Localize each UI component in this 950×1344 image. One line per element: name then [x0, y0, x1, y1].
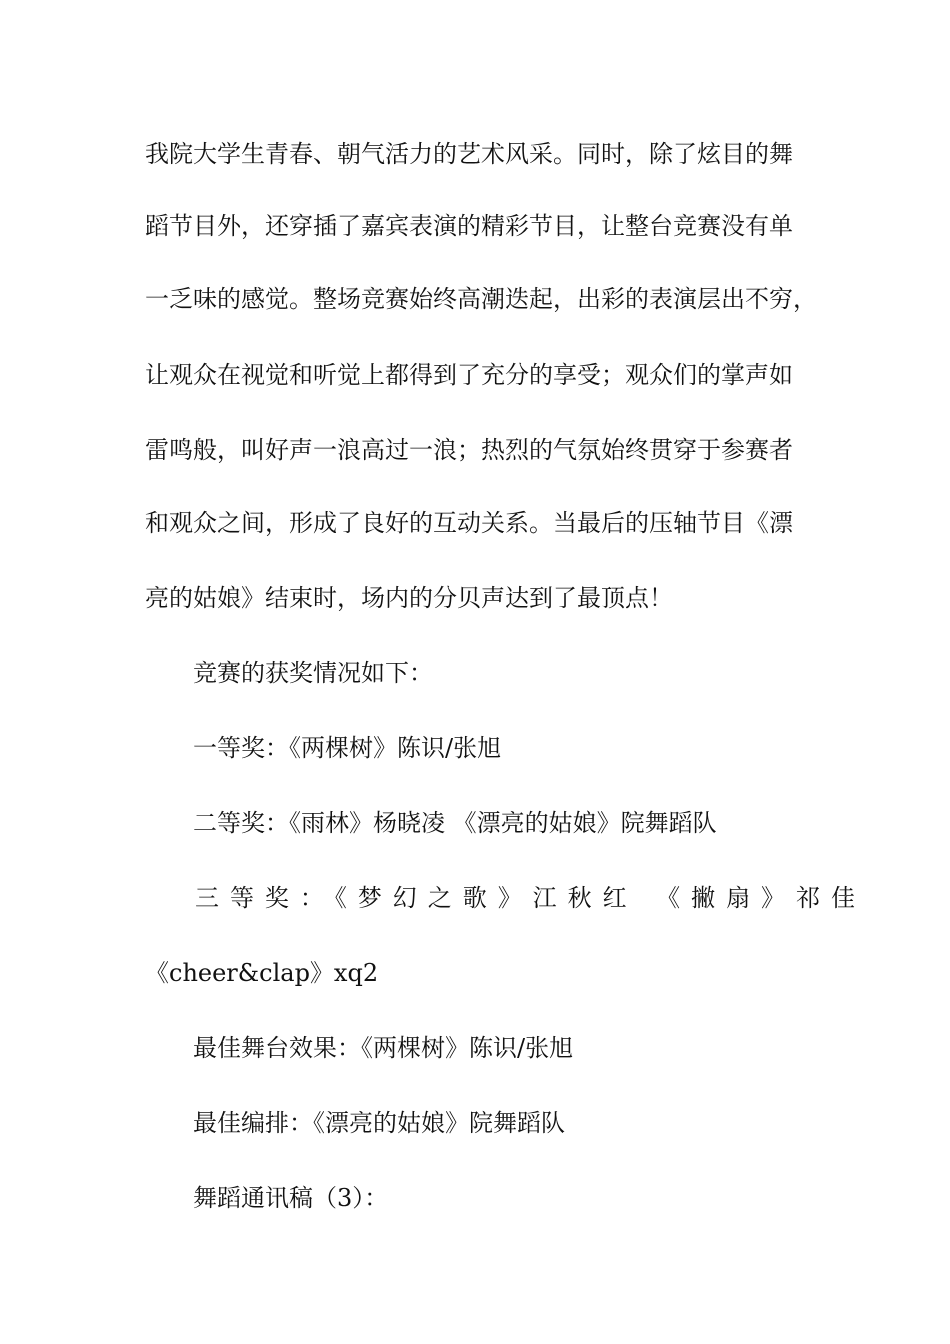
- next-section-heading: 舞蹈通讯稿（3）：: [193, 1184, 389, 1212]
- award-first: 一等奖：《两棵树》陈识/张旭: [193, 734, 502, 762]
- award-best-choreography: 最佳编排：《漂亮的姑娘》院舞蹈队: [193, 1109, 565, 1137]
- award-best-stage: 最佳舞台效果：《两棵树》陈识/张旭: [193, 1034, 574, 1062]
- paragraph-line-7: 亮的姑娘》结束时，场内的分贝声达到了最顶点！: [145, 584, 673, 612]
- awards-intro: 竞赛的获奖情况如下：: [193, 659, 433, 687]
- paragraph-line-6: 和观众之间，形成了良好的互动关系。当最后的压轴节目《漂: [145, 509, 793, 537]
- paragraph-line-3: 一乏味的感觉。整场竞赛始终高潮迭起，出彩的表演层出不穷，: [145, 285, 817, 313]
- award-third-line-1: 三等奖：《梦幻之歌》江秋红 《撇扇》祁佳: [195, 884, 855, 912]
- paragraph-line-5: 雷鸣般，叫好声一浪高过一浪；热烈的气氛始终贯穿于参赛者: [145, 436, 793, 464]
- paragraph-line-2: 蹈节目外，还穿插了嘉宾表演的精彩节目，让整台竞赛没有单: [145, 212, 793, 240]
- paragraph-line-1: 我院大学生青春、朝气活力的艺术风采。同时，除了炫目的舞: [145, 140, 793, 168]
- paragraph-line-4: 让观众在视觉和听觉上都得到了充分的享受；观众们的掌声如: [145, 361, 793, 389]
- award-second: 二等奖：《雨林》杨晓凌 《漂亮的姑娘》院舞蹈队: [193, 809, 717, 837]
- award-third-line-2: 《cheer&clap》xq2: [145, 959, 379, 987]
